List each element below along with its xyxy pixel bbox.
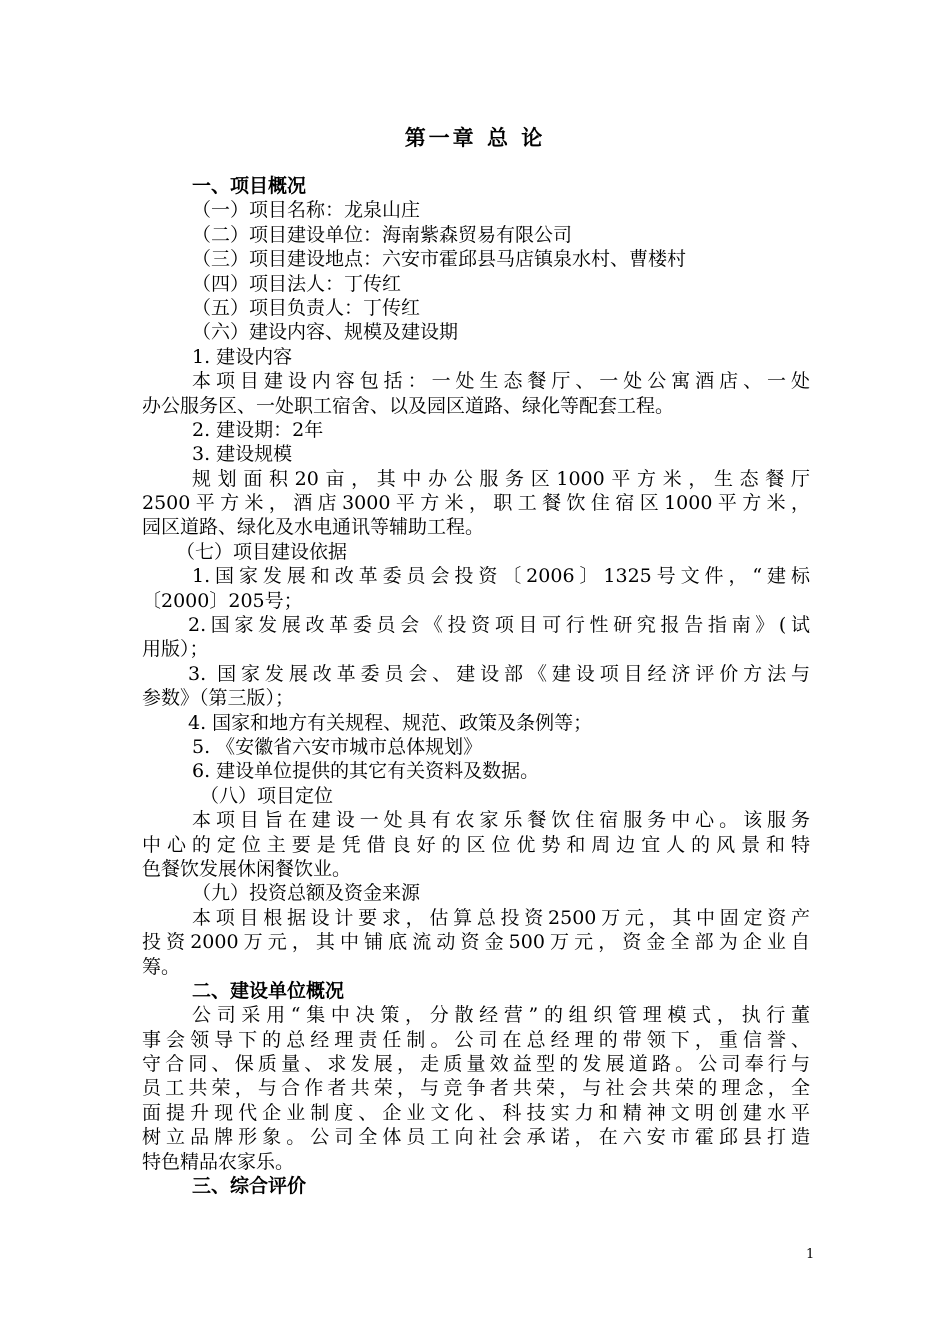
paragraph-line: 园区道路、绿化及水电通讯等辅助工程。 — [142, 516, 485, 539]
paragraph-line: 3. 国家发展改革委员会、建设部《建设项目经济评价方法与 — [188, 662, 810, 685]
paragraph-line: 特色精品农家乐。 — [142, 1150, 295, 1173]
paragraph-line: 面提升现代企业制度、企业文化、科技实力和精神文明创建水平 — [142, 1101, 810, 1124]
paragraph-line: 〔2000〕205号； — [142, 589, 303, 612]
paragraph-line: 4. 国家和地方有关规程、规范、政策及条例等； — [188, 711, 593, 734]
paragraph-line: 树立品牌形象。公司全体员工向社会承诺，在六安市霍邱县打造 — [142, 1126, 810, 1149]
page-number: 1 — [806, 1247, 815, 1262]
paragraph-line: 6. 建设单位提供的其它有关资料及数据。 — [192, 760, 540, 783]
paragraph-line: 2500平方米，酒店3000平方米，职工餐饮住宿区1000平方米， — [142, 492, 810, 515]
paragraph-line: （九）投资总额及资金来源 — [192, 882, 421, 905]
paragraph-line: 筹。 — [142, 955, 181, 978]
paragraph-line: 本项目建设内容包括：一处生态餐厅、一处公寓酒店、一处 — [192, 370, 810, 393]
paragraph-line: （一）项目名称：龙泉山庄 — [192, 199, 421, 222]
paragraph-line: （五）项目负责人：丁传红 — [192, 296, 421, 319]
paragraph-line: 2.国家发展改革委员会《投资项目可行性研究报告指南》(试 — [188, 614, 810, 637]
paragraph-line: 中心的定位主要是凭借良好的区位优势和周边宜人的风景和特 — [142, 833, 810, 856]
paragraph-line: 员工共荣，与合作者共荣，与竞争者共荣，与社会共荣的理念，全 — [142, 1077, 810, 1100]
paragraph-line: 1.国家发展和改革委员会投资〔2006〕1325号文件，“建标 — [192, 565, 810, 588]
paragraph-line: 办公服务区、一处职工宿舍、以及园区道路、绿化等配套工程。 — [142, 394, 675, 417]
paragraph-line: 2. 建设期：2年 — [192, 418, 324, 441]
paragraph-line: 色餐饮发展休闲餐饮业。 — [142, 857, 352, 880]
paragraph-line: 守合同、保质量、求发展，走质量效益型的发展道路。公司奉行与 — [142, 1053, 810, 1076]
section-heading: 二、建设单位概况 — [192, 979, 345, 1002]
paragraph-line: 规划面积20亩，其中办公服务区1000平方米，生态餐厅 — [192, 467, 810, 490]
paragraph-line: 参数》（第三版）； — [142, 687, 295, 710]
paragraph-line: （三）项目建设地点：六安市霍邱县马店镇泉水村、曹楼村 — [192, 248, 687, 271]
paragraph-line: 用版）； — [142, 638, 209, 661]
paragraph-line: （四）项目法人：丁传红 — [192, 272, 402, 295]
paragraph-line: 本项目根据设计要求，估算总投资2500万元，其中固定资产 — [192, 906, 810, 929]
paragraph-line: 1. 建设内容 — [192, 345, 293, 368]
document-body — [142, 174, 810, 1198]
chapter-title: 第一章 总 论 — [404, 126, 546, 150]
section-heading: 一、项目概况 — [192, 175, 307, 197]
section-heading: 三、综合评价 — [192, 1175, 307, 1198]
paragraph-line: （二）项目建设单位：海南紫森贸易有限公司 — [192, 223, 573, 246]
paragraph-line: 事会领导下的总经理责任制。公司在总经理的带领下，重信誉、 — [142, 1028, 810, 1051]
paragraph-line: （七）项目建设依据 — [176, 540, 348, 563]
paragraph-line: 5. 《安徽省六安市城市总体规划》 — [192, 735, 483, 758]
paragraph-line: （六）建设内容、规模及建设期 — [192, 321, 459, 344]
paragraph-line: （八）项目定位 — [200, 784, 334, 807]
paragraph-line: 本项目旨在建设一处具有农家乐餐饮住宿服务中心。该服务 — [192, 809, 810, 832]
paragraph-line: 公司采用“集中决策，分散经营”的组织管理模式，执行董 — [192, 1004, 810, 1027]
paragraph-line: 3. 建设规模 — [192, 443, 293, 466]
paragraph-line: 投资2000万元，其中铺底流动资金500万元，资金全部为企业自 — [142, 931, 810, 954]
